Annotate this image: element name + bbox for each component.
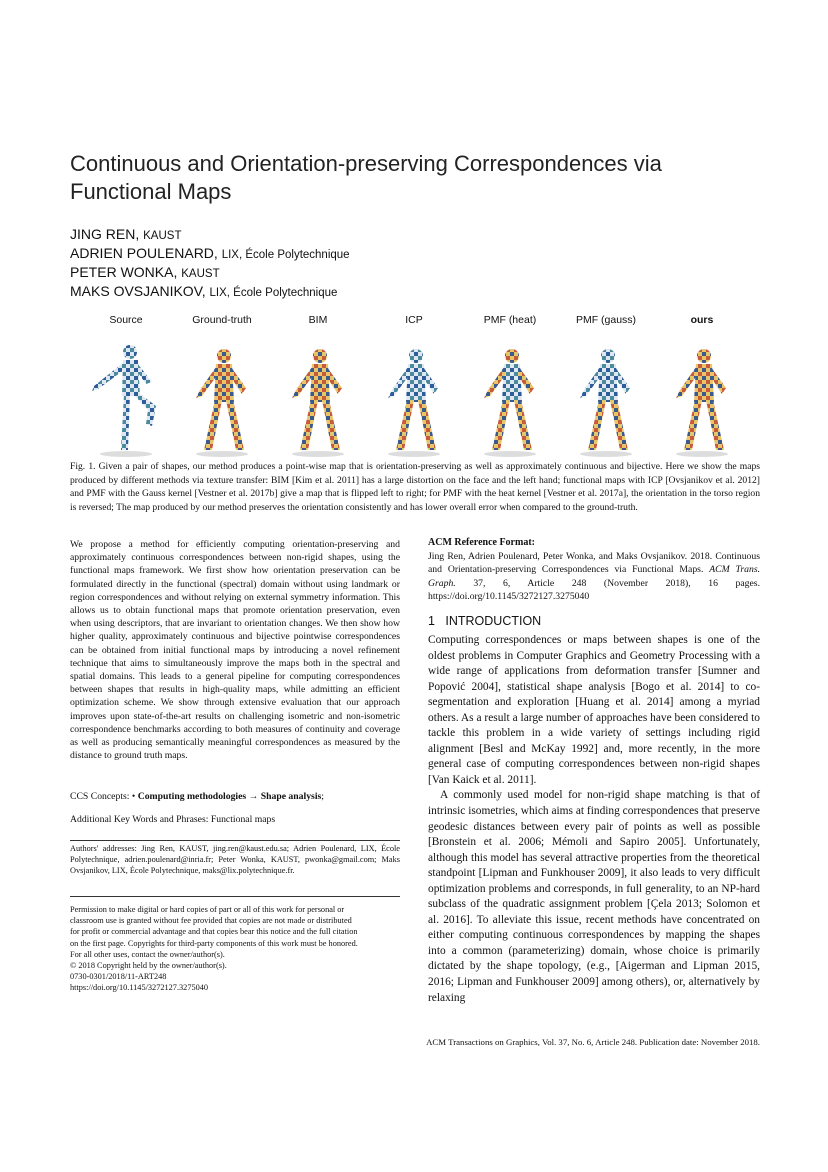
author-addresses: Authors' addresses: Jing Ren, KAUST, jing.ren@kaust.edu.sa; Adrien Poulenard, LIX, École Polytechnique, adrien.poulenard@inria.fr; Peter Wonka, KAUST, pwonka@gmail.com; Maks Ovsjanikov, LIX, École Polytechnique, maks@lix.polytechnique.fr. xyxy=(70,844,400,876)
issn-line: 0730-0301/2018/11-ART248 xyxy=(70,972,167,982)
author-name: MAKS OVSJANIKOV, xyxy=(70,283,206,299)
section-title: INTRODUCTION xyxy=(445,614,542,628)
paragraph: Computing correspondences or maps between shapes is one of the oldest problems in Computer Graphics and Geometry Processing with a wide range of applications from deformation transfer [Sumner and Popović 2004], statistical shape analysis [Bogo et al. 2014] to co-segmentation and exploration [Huang et al. 2014] among a myriad others. As a result a large number of approaches have been considered to tackle this problem in a wide variety of settings including rigid alignment [Besl and McKay 1992] and, more recently, in the more general case of computing correspondences between non-rigid shapes [Van Kaick et al. 2011]. xyxy=(428,634,760,786)
teaser-figure xyxy=(70,310,760,460)
acm-reference-text xyxy=(428,550,760,604)
author-1 xyxy=(70,226,181,242)
permission-line: on the first page. Copyrights for third-party components of this work must be honored. xyxy=(70,938,358,948)
panel-label: PMF (gauss) xyxy=(575,314,637,326)
panel-label: ICP xyxy=(405,314,423,326)
human-figure-image xyxy=(566,336,646,458)
author-name: PETER WONKA, xyxy=(70,264,178,280)
figure-panel-ours xyxy=(656,310,748,460)
human-figure-image xyxy=(182,336,262,458)
doi-link[interactable]: https://doi.org/10.1145/3272127.3275040 xyxy=(70,983,209,993)
introduction-body xyxy=(428,633,760,1006)
acm-ref-journal: ACM Trans. Graph. xyxy=(428,564,761,589)
author-affiliation: LIX, École Polytechnique xyxy=(221,249,350,261)
panel-label: BIM xyxy=(308,314,328,326)
ccs-prefix: CCS Concepts: • xyxy=(70,791,138,802)
human-figure-image xyxy=(86,336,166,458)
page-footer: ACM Transactions on Graphics, Vol. 37, No. 6, Article 248. Publication date: November 2018. xyxy=(426,1037,760,1047)
author-affiliation: KAUST xyxy=(181,268,220,280)
acm-ref-part: 37, 6, Article 248 (November 2018), 16 pages. https://doi.org/10.1145/3272127.3275040 xyxy=(428,577,760,603)
acm-ref-part: Jing Ren, Adrien Poulenard, Peter Wonka, and Maks Ovsjanikov. 2018. Continuous and Orientation-preserving Correspondences via Functional Maps. xyxy=(428,551,760,576)
panel-label: PMF (heat) xyxy=(483,314,537,326)
ccs-bold: Computing methodologies → Shape analysis xyxy=(137,791,322,802)
human-figure-image xyxy=(662,336,742,458)
divider xyxy=(70,840,400,841)
permission-line: Permission to make digital or hard copies of part or all of this work for personal or xyxy=(70,905,345,914)
panel-label: ours xyxy=(690,314,714,326)
permission-line: For all other uses, contact the owner/author(s). xyxy=(70,949,225,959)
human-figure-image xyxy=(374,336,454,458)
figure-panel-pmf-heat xyxy=(464,310,556,460)
copyright-line: © 2018 Copyright held by the owner/author(s). xyxy=(70,961,227,971)
permission-line: for profit or commercial advantage and that copies bear this notice and the full citation xyxy=(70,927,358,937)
ccs-concepts xyxy=(70,790,400,803)
panel-label: Source xyxy=(109,314,143,326)
author-affiliation: KAUST xyxy=(143,230,182,242)
section-number: 1 xyxy=(428,614,435,628)
figure-panel-icp xyxy=(368,310,460,460)
author-3 xyxy=(70,264,220,280)
ccs-suffix: ; xyxy=(321,791,324,802)
author-name: ADRIEN POULENARD, xyxy=(70,245,218,261)
figure-caption: Fig. 1. Given a pair of shapes, our method produces a point-wise map that is orientation-preserving as well as approximately continuous and bijective. Here we show the maps produced by different methods via texture transfer: BIM [Kim et al. 2011] has a large distortion on the face and the left hand; functional maps with ICP [Ovsjanikov et al. 2012] and PMF with the Gauss kernel [Vestner et al. 2017b] give a map that is flipped left to right; for PMF with the heat kernel [Vestner et al. 2017a], the orientation in the torso region is reversed; The map produced by our method preserves the orientation consistently and has lower overall error when compared to the ground-truth. xyxy=(70,461,760,513)
figure-panel-bim xyxy=(272,310,364,460)
author-4 xyxy=(70,283,337,299)
permission-notice xyxy=(70,904,400,994)
author-affiliation: LIX, École Polytechnique xyxy=(209,287,338,299)
paper-title: Continuous and Orientation-preserving Correspondences via Functional Maps xyxy=(70,151,662,204)
abstract: We propose a method for efficiently computing orientation-preserving and approximately continuous correspondences between non-rigid shapes, using the functional maps framework. We first show how orientation preservation can be formulated directly in the functional (spectral) domain without using landmark or region correspondences and without relying on external symmetry information. This allows us to obtain functional maps that promote orientation preservation, even when using descriptors, that are invariant to orientation changes. We then show how higher quality, approximately continuous and bijective pointwise correspondences can be obtained from initial functional maps by introducing a novel refinement technique that aims to simultaneously improve the maps both in the spectral and spatial domains. This leads to a general pipeline for computing correspondences between shapes that results in high-quality maps, while admitting an efficient optimization scheme. We show through extensive evaluation that our approach improves upon state-of-the-art results on challenging isometric and non-isometric correspondence benchmarks according to both measures of continuity and coverage as well as producing semantically meaningful correspondences as measured by the distance to ground truth maps. xyxy=(70,539,400,762)
figure-panel-source xyxy=(80,310,172,460)
paragraph: A commonly used model for non-rigid shape matching is that of intrinsic isometries, which aims at finding correspondences that preserve geodesic distances between every pair of points as well as possible [Bronstein et al. 2006; Mémoli and Sapiro 2005]. Unfortunately, although this model has several attractive properties from the theoretical standpoint [Lipman and Funkhouser 2009], it also leads to very difficult optimization problems and corresponds, in full generality, to an NP-hard subclass of the quadratic assignment problem [Çela 2013; Solomon et al. 2016]. To alleviate this issue, recent methods have concentrated on either computing continuous correspondences by mapping the shapes into a common (parameterizing) domain, whose choice is primarily dictated by the shape topology, (e.g., [Aigerman and Lipman 2015, 2016; Lipman and Funkhouser 2009] among others), or, alternatively by relaxing xyxy=(428,789,760,1004)
panel-label: Ground-truth xyxy=(192,314,252,326)
figure-panel-ground-truth xyxy=(176,310,268,460)
acm-reference-heading: ACM Reference Format: xyxy=(428,537,535,548)
section-heading xyxy=(428,614,541,628)
permission-line: classroom use is granted without fee provided that copies are not made or distributed xyxy=(70,916,352,926)
human-figure-image xyxy=(278,336,358,458)
human-figure-image xyxy=(470,336,550,458)
divider xyxy=(70,896,400,897)
figure-panel-pmf-gauss xyxy=(560,310,652,460)
author-2 xyxy=(70,245,350,261)
author-name: JING REN, xyxy=(70,226,140,242)
keywords: Additional Key Words and Phrases: Functional maps xyxy=(70,814,276,825)
